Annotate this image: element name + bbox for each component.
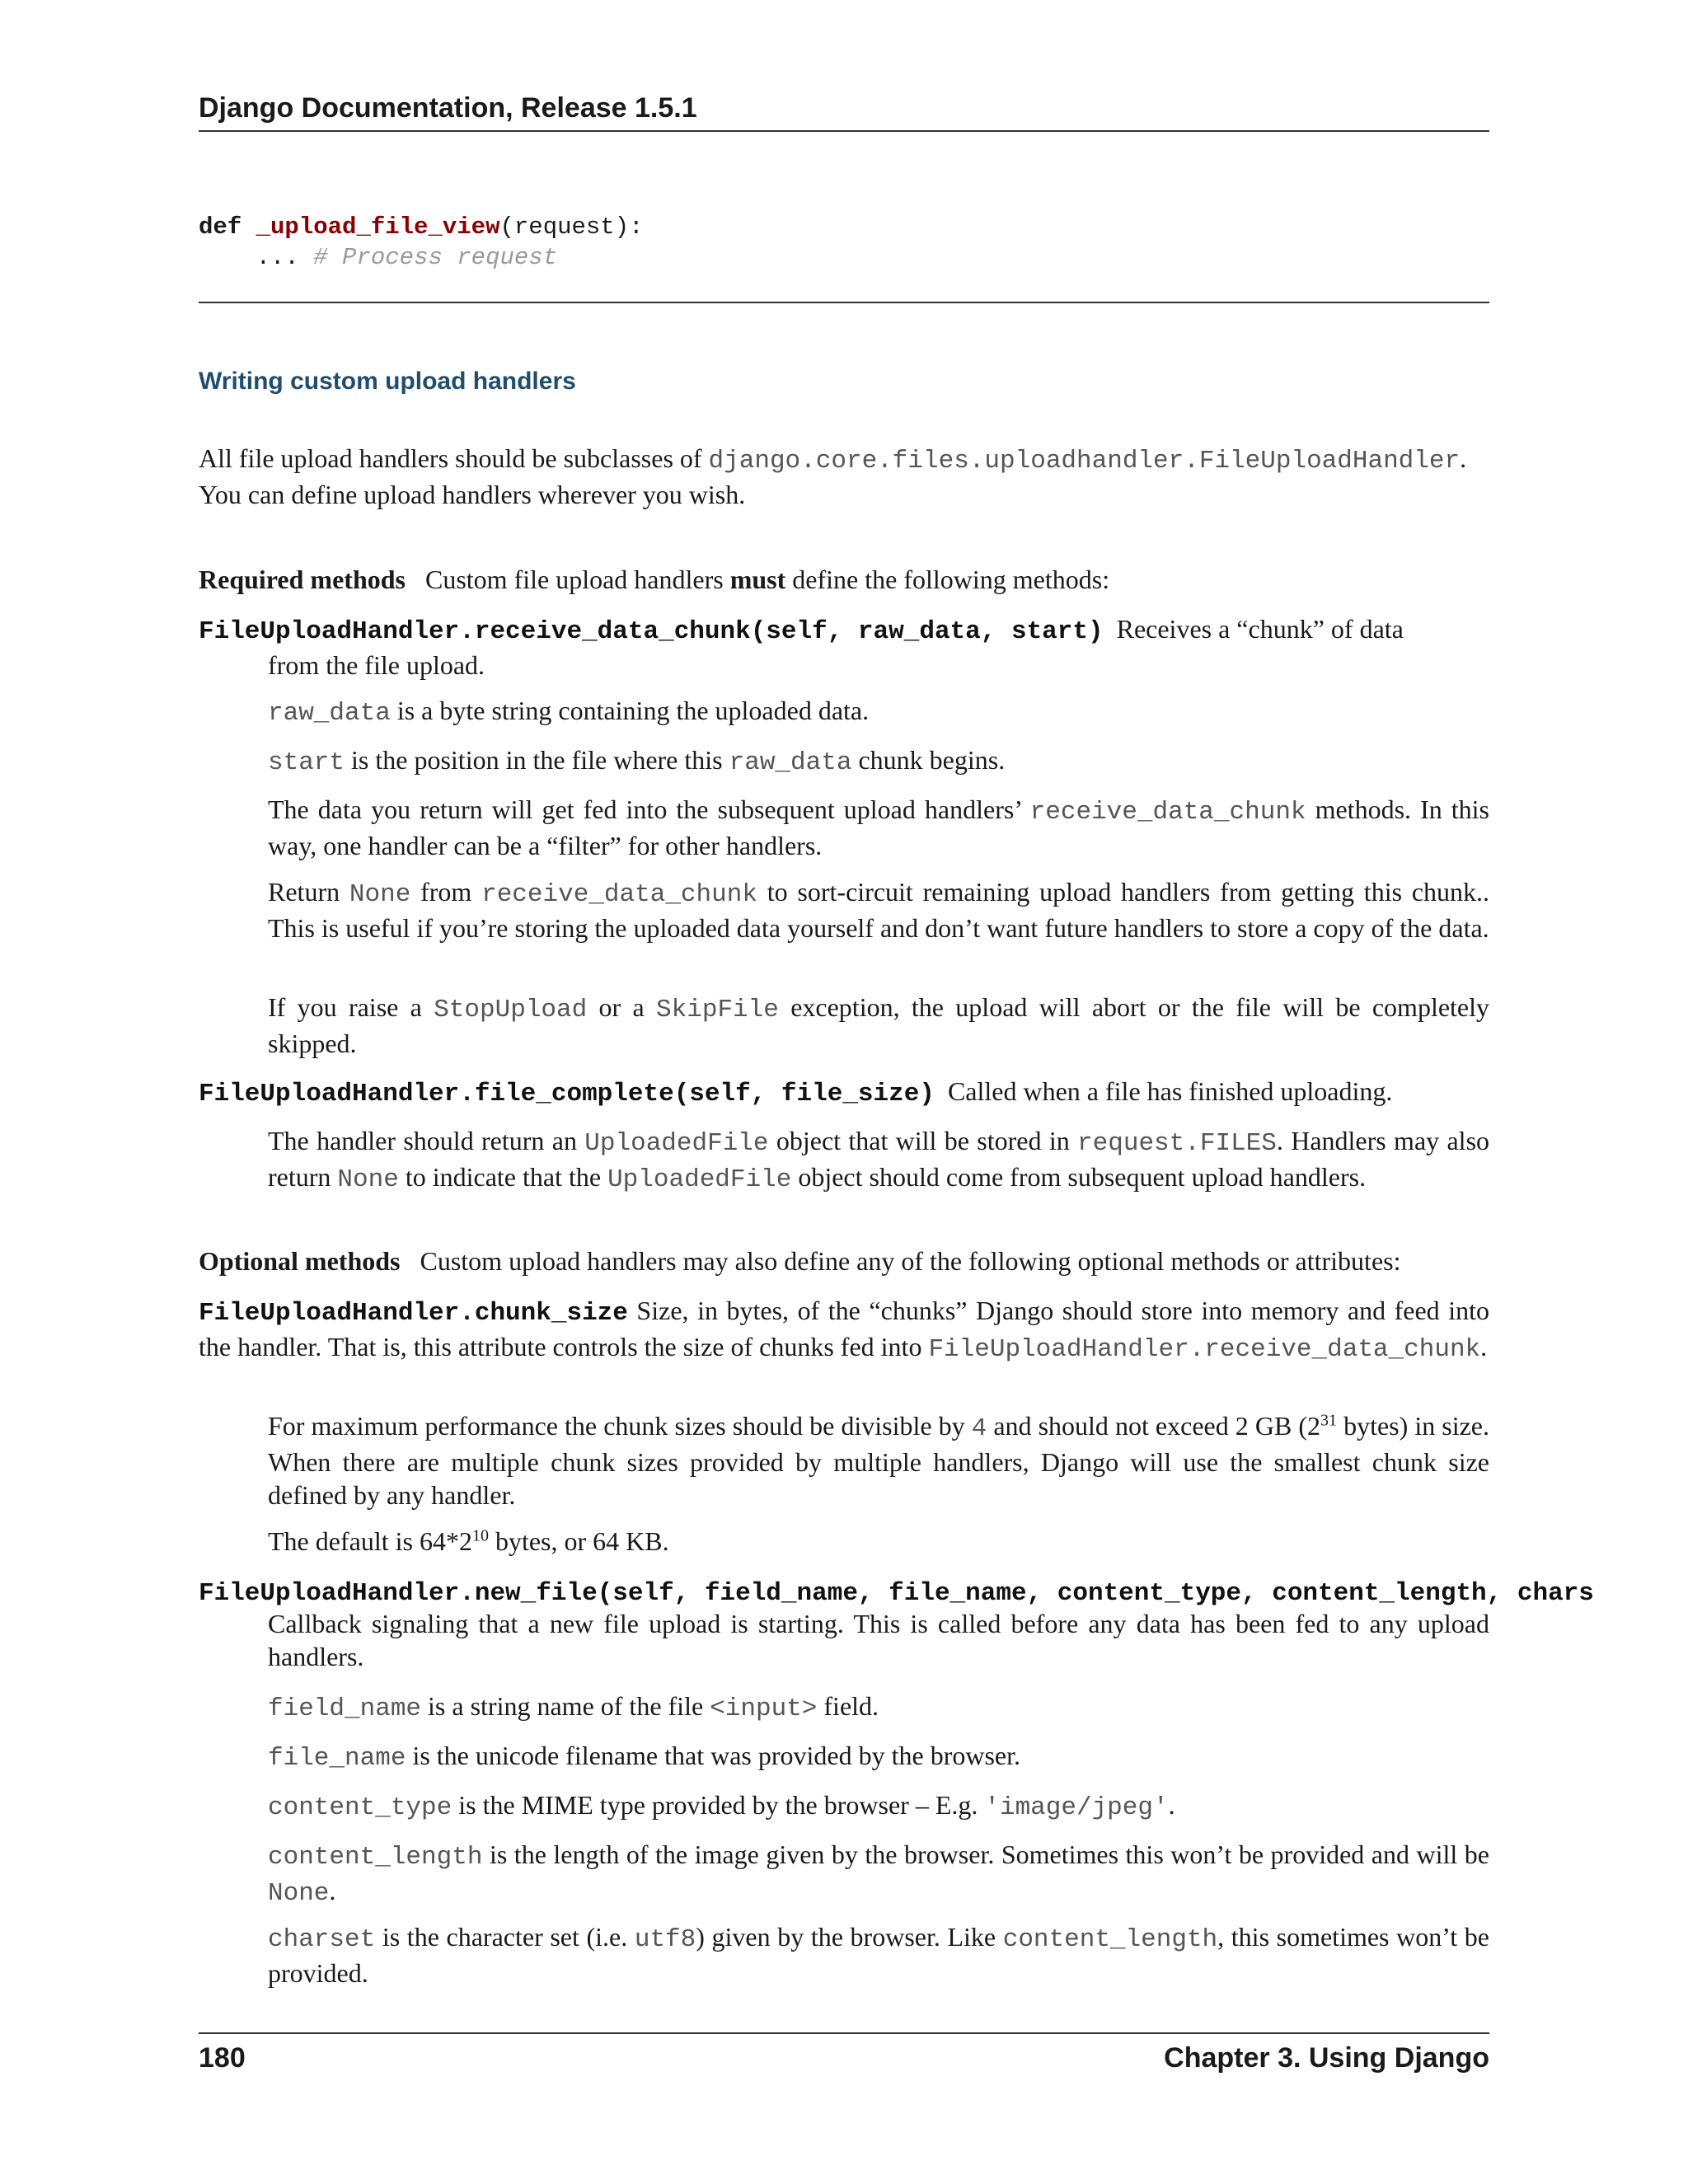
code-keyword: def xyxy=(199,213,242,241)
page-header-title: Django Documentation, Release 1.5.1 xyxy=(199,92,697,124)
inline-code: None xyxy=(337,1165,399,1194)
header-rule xyxy=(199,130,1489,132)
inline-code: SkipFile xyxy=(656,996,779,1024)
method-receive-data-chunk xyxy=(199,612,1489,682)
intro-class-path: django.core.files.uploadhandler.FileUploadHandler xyxy=(708,447,1461,476)
method-desc: Called when a file has finished uploading. xyxy=(947,1076,1393,1106)
inline-code: StopUpload xyxy=(434,996,588,1024)
inline-code: request.FILES xyxy=(1077,1129,1277,1158)
inline-code: file_name xyxy=(268,1744,406,1773)
method-file-complete-paragraph xyxy=(268,1124,1489,1197)
method-file-complete xyxy=(199,1075,1489,1111)
inline-code: field_name xyxy=(268,1694,422,1723)
paragraph-text: from xyxy=(410,877,482,907)
inline-code: receive_data_chunk xyxy=(481,880,757,909)
paragraph-text: or a xyxy=(587,992,657,1022)
paragraph-text: is the MIME type provided by the browser – E.g. xyxy=(452,1790,985,1820)
inline-code: raw_data xyxy=(268,699,391,728)
code-args: (request): xyxy=(499,213,644,241)
chapter-title: Chapter 3. Using Django xyxy=(1164,2042,1489,2074)
code-comment: # Process request xyxy=(313,244,558,271)
attribute-desc-end: . xyxy=(1480,1332,1488,1361)
param-field-name xyxy=(268,1690,1489,1726)
required-methods-label: Required methods xyxy=(199,565,406,594)
param-file-name xyxy=(268,1739,1489,1775)
method-signature: FileUploadHandler.file_complete(self, file_size) xyxy=(199,1080,935,1108)
inline-code: None xyxy=(268,1879,330,1908)
paragraph-text: . xyxy=(1168,1790,1175,1820)
inline-code: content_length xyxy=(268,1843,483,1872)
inline-code: UploadedFile xyxy=(607,1165,792,1194)
inline-code: None xyxy=(349,880,411,909)
paragraph-text: methods. In this way, one handler can be a “filter” for other handlers. xyxy=(268,794,1490,860)
required-methods-heading xyxy=(199,563,1489,596)
inline-code: content_type xyxy=(268,1793,452,1822)
chunk-size-default-paragraph xyxy=(268,1525,1489,1558)
code-line-2 xyxy=(199,244,557,271)
paragraph-text: bytes, or 64 KB. xyxy=(488,1526,669,1556)
inline-code: start xyxy=(268,748,345,777)
page-number: 180 xyxy=(199,2042,246,2074)
inline-code: raw_data xyxy=(729,748,852,777)
attribute-desc: Size, in bytes, of the “chunks” Django should store into memory and feed into the handler. That is, this attribute controls the size of chunks fed into xyxy=(199,1296,1489,1361)
inline-code: receive_data_chunk xyxy=(1029,798,1306,827)
optional-methods-label: Optional methods xyxy=(199,1246,401,1276)
code-ellipsis: ... xyxy=(256,244,299,271)
inline-code: charset xyxy=(268,1925,376,1954)
paragraph-text: is the length of the image given by the browser. Sometimes this won’t be provided and will be xyxy=(482,1840,1489,1869)
method-param-start xyxy=(268,743,1489,780)
method-signature: FileUploadHandler.new_file(self, field_name, file_name, content_type, content_length, chars xyxy=(199,1579,1594,1608)
method-param-raw-data xyxy=(268,694,1489,730)
method-desc: Receives a “chunk” of data xyxy=(1116,614,1404,644)
section-title: Writing custom upload handlers xyxy=(199,368,576,395)
paragraph-text: , this sometimes won’t be provided. xyxy=(268,1922,1489,1988)
optional-methods-heading xyxy=(199,1244,1489,1277)
method-desc: Callback signaling that a new file upload is starting. This is called before any data has been fed to any upload handlers. xyxy=(268,1609,1489,1671)
method-desc-cont: from the file upload. xyxy=(268,650,485,680)
paragraph-text: to indicate that the xyxy=(398,1162,608,1192)
inline-code: FileUploadHandler.receive_data_chunk xyxy=(928,1335,1481,1364)
method-new-file xyxy=(199,1574,1688,1610)
code-block-rule xyxy=(199,302,1489,303)
paragraph-text: If you raise a xyxy=(268,992,434,1022)
inline-code: 4 xyxy=(971,1414,987,1443)
paragraph-text: chunk begins. xyxy=(851,745,1006,775)
inline-code: content_length xyxy=(1002,1925,1218,1954)
inline-code: utf8 xyxy=(634,1925,696,1954)
footer-rule xyxy=(199,2032,1489,2034)
paragraph-text: object that will be stored in xyxy=(768,1126,1078,1155)
param-content-length xyxy=(268,1838,1489,1910)
paragraph-text: field. xyxy=(817,1691,879,1721)
paragraph-text: The default is 64*2 xyxy=(268,1526,472,1556)
paragraph-text: The handler should return an xyxy=(268,1126,585,1155)
method-new-file-desc xyxy=(268,1607,1489,1673)
intro-text: All file upload handlers should be subclasses of xyxy=(199,443,709,473)
paragraph-text: is the position in the file where this xyxy=(345,745,729,775)
superscript: 10 xyxy=(471,1526,489,1545)
paragraph-text: object should come from subsequent upload handlers. xyxy=(791,1162,1367,1192)
attribute-chunk-size xyxy=(199,1294,1489,1366)
inline-code: <input> xyxy=(710,1694,818,1723)
inline-code: UploadedFile xyxy=(584,1129,769,1158)
required-must: must xyxy=(729,565,786,594)
intro-text-2: You can define upload handlers wherever you wish. xyxy=(199,480,746,509)
superscript: 31 xyxy=(1320,1411,1338,1430)
paragraph-text: is the character set (i.e. xyxy=(375,1922,635,1952)
required-text: Custom file upload handlers xyxy=(424,565,730,594)
code-line-1 xyxy=(199,213,644,241)
paragraph-text: bytes) in size. When there are multiple chunk sizes provided by multiple handlers, Django will use the smallest chunk size defined by any handler. xyxy=(268,1411,1490,1510)
method-return-none-paragraph xyxy=(268,875,1489,944)
attribute-signature: FileUploadHandler.chunk_size xyxy=(199,1299,628,1328)
paragraph-text: ) given by the browser. Like xyxy=(696,1922,1003,1952)
param-content-type xyxy=(268,1788,1489,1825)
paragraph-text: and should not exceed 2 GB (2 xyxy=(987,1411,1321,1441)
method-return-paragraph xyxy=(268,793,1489,862)
intro-period: . xyxy=(1460,443,1467,473)
inline-code: 'image/jpeg' xyxy=(984,1793,1169,1822)
method-signature: FileUploadHandler.receive_data_chunk(self, raw_data, start) xyxy=(199,617,1104,646)
chunk-size-performance-paragraph xyxy=(268,1409,1489,1511)
paragraph-text: exception, the upload will abort or the file will be completely skipped. xyxy=(268,992,1490,1058)
paragraph-text: . Handlers may also return xyxy=(268,1126,1490,1192)
paragraph-text: is the unicode filename that was provided by the browser. xyxy=(406,1741,1021,1770)
required-text-end: define the following methods: xyxy=(785,565,1110,594)
paragraph-text: is a byte string containing the uploaded data. xyxy=(390,696,870,725)
paragraph-text: The data you return will get fed into the subsequent upload handlers’ xyxy=(268,794,1030,824)
param-charset xyxy=(268,1920,1489,1990)
method-exception-paragraph xyxy=(268,991,1489,1060)
code-function-name: _upload_file_view xyxy=(256,213,500,241)
paragraph-text: Return xyxy=(268,877,349,907)
optional-text: Custom upload handlers may also define any of the following optional methods or attributes: xyxy=(420,1246,1401,1276)
intro-paragraph xyxy=(199,442,1489,511)
paragraph-text: is a string name of the file xyxy=(421,1691,710,1721)
paragraph-text: For maximum performance the chunk sizes should be divisible by xyxy=(268,1411,972,1441)
paragraph-text: to sort-circuit remaining upload handlers from getting this chunk.. This is useful if you’re storing the uploaded data yourself and don’t want future handlers to store a copy of the data. xyxy=(268,877,1490,943)
paragraph-text: . xyxy=(329,1876,336,1905)
